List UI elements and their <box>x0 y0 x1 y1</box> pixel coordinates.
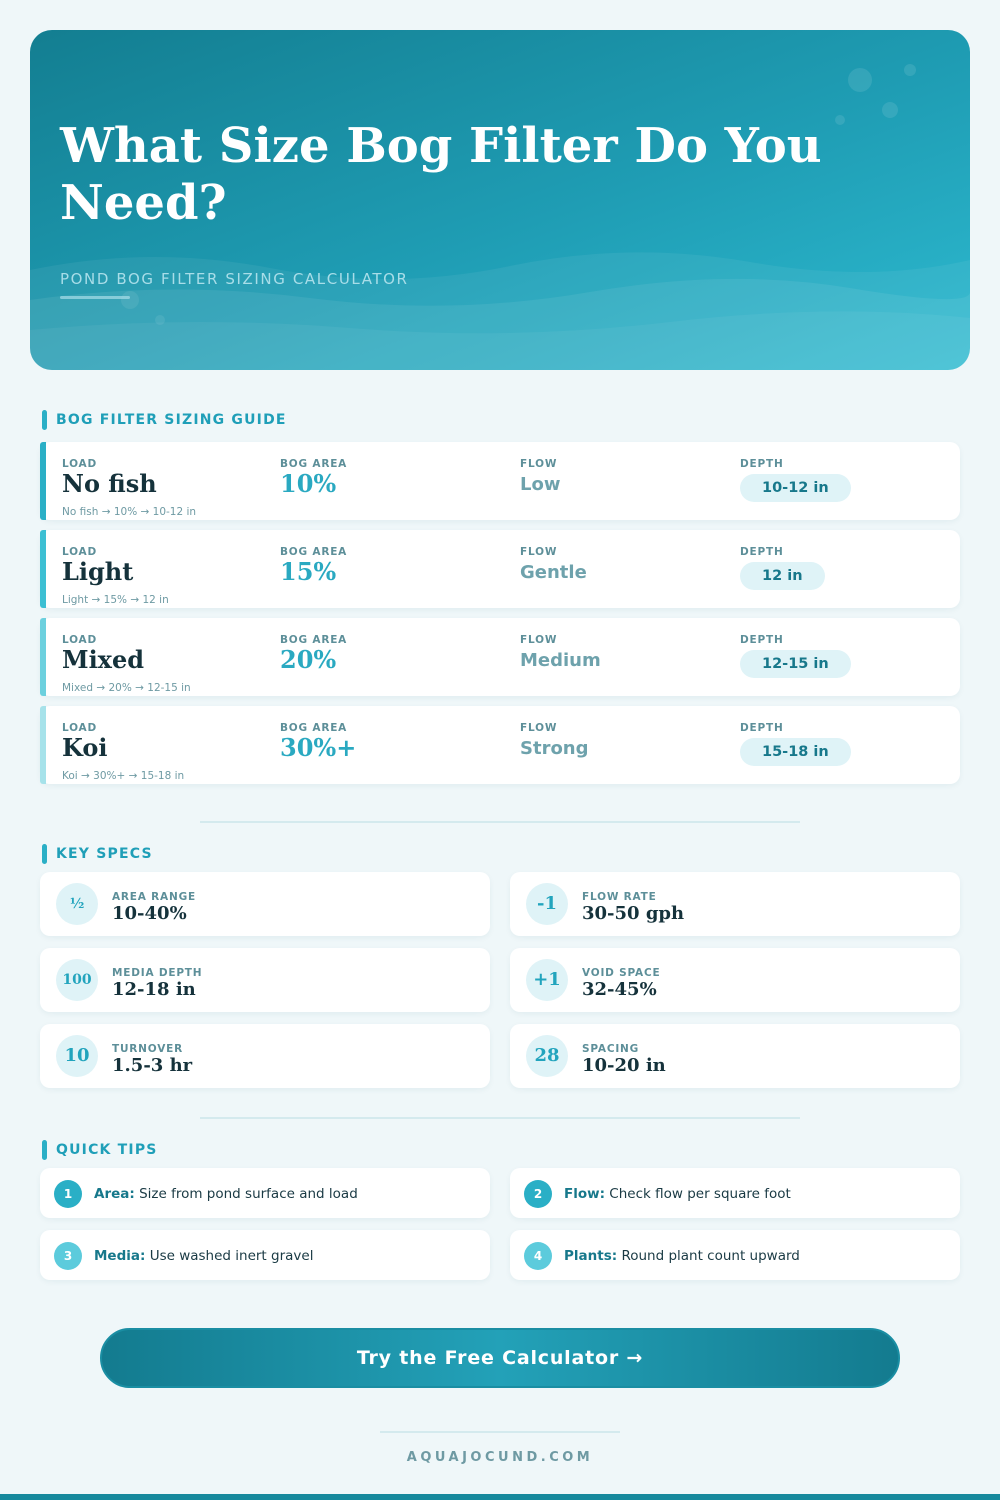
spec-label: SPACING <box>582 1043 640 1055</box>
spec-value: 1.5-3 hr <box>112 1055 193 1076</box>
depth-badge: 15-18 in <box>740 738 851 766</box>
spec-badge: -1 <box>526 883 568 925</box>
guide-heading: BOG FILTER SIZING GUIDE <box>56 412 287 428</box>
spec-card-area-range <box>40 872 490 936</box>
row-summary: Koi → 30%+ → 15-18 in <box>62 770 185 782</box>
tip-key: Area: <box>94 1186 135 1202</box>
spec-label: VOID SPACE <box>582 967 661 979</box>
spec-card-spacing <box>510 1024 960 1088</box>
tip-number-badge: 1 <box>54 1180 82 1208</box>
flow-label: FLOW <box>520 458 558 470</box>
tip-card-flow <box>510 1168 960 1218</box>
depth-label: DEPTH <box>740 458 784 470</box>
spec-card-turnover <box>40 1024 490 1088</box>
spec-badge: 10 <box>56 1035 98 1077</box>
tip-body: Check flow per square foot <box>609 1186 791 1202</box>
guide-row-no-fish <box>40 442 960 520</box>
depth-label: DEPTH <box>740 546 784 558</box>
flow-value: Strong <box>520 738 589 759</box>
tip-card-media <box>40 1230 490 1280</box>
guide-row-mixed <box>40 618 960 696</box>
spec-value: 12-18 in <box>112 979 196 1000</box>
load-label: LOAD <box>62 458 98 470</box>
bottom-accent-bar <box>0 1494 1000 1500</box>
depth-badge: 12-15 in <box>740 650 851 678</box>
try-calculator-button[interactable]: Try the Free Calculator → <box>100 1328 900 1388</box>
tip-text <box>94 1186 358 1202</box>
row-accent <box>40 530 46 608</box>
area-value: 20% <box>280 645 337 674</box>
section-divider <box>200 1117 800 1119</box>
row-summary: Light → 15% → 12 in <box>62 594 169 606</box>
row-summary: Mixed → 20% → 12-15 in <box>62 682 191 694</box>
tip-body: Size from pond surface and load <box>139 1186 358 1202</box>
guide-section-header <box>42 410 287 430</box>
load-label: LOAD <box>62 546 98 558</box>
load-label: LOAD <box>62 634 98 646</box>
flow-value: Low <box>520 474 561 495</box>
spec-card-flow-rate <box>510 872 960 936</box>
spec-label: TURNOVER <box>112 1043 183 1055</box>
specs-heading: KEY SPECS <box>56 846 153 862</box>
section-divider <box>200 821 800 823</box>
row-accent <box>40 618 46 696</box>
row-accent <box>40 706 46 784</box>
flow-value: Gentle <box>520 562 587 583</box>
spec-card-media-depth <box>40 948 490 1012</box>
flow-label: FLOW <box>520 634 558 646</box>
spec-badge: ½ <box>56 883 98 925</box>
row-summary: No fish → 10% → 10-12 in <box>62 506 197 518</box>
spec-value: 30-50 gph <box>582 903 685 924</box>
area-value: 30%+ <box>280 733 357 762</box>
spec-card-void-space <box>510 948 960 1012</box>
tip-number-badge: 4 <box>524 1242 552 1270</box>
spec-badge: +1 <box>526 959 568 1001</box>
flow-value: Medium <box>520 650 601 671</box>
spec-label: AREA RANGE <box>112 891 196 903</box>
area-label: BOG AREA <box>280 634 348 646</box>
depth-badge: 12 in <box>740 562 825 590</box>
area-label: BOG AREA <box>280 546 348 558</box>
page-subtitle: POND BOG FILTER SIZING CALCULATOR <box>60 270 409 288</box>
section-marker <box>42 410 47 430</box>
tip-text <box>564 1186 791 1202</box>
specs-section-header <box>42 844 153 864</box>
area-value: 15% <box>280 557 337 586</box>
tip-number-badge: 3 <box>54 1242 82 1270</box>
tip-number-badge: 2 <box>524 1180 552 1208</box>
tip-body: Round plant count upward <box>621 1248 800 1264</box>
section-marker <box>42 1140 47 1160</box>
row-accent <box>40 442 46 520</box>
spec-label: FLOW RATE <box>582 891 657 903</box>
tip-card-plants <box>510 1230 960 1280</box>
load-value: Light <box>62 557 134 586</box>
tip-key: Flow: <box>564 1186 605 1202</box>
load-value: No fish <box>62 469 157 498</box>
area-value: 10% <box>280 469 337 498</box>
flow-label: FLOW <box>520 546 558 558</box>
guide-row-koi <box>40 706 960 784</box>
load-label: LOAD <box>62 722 98 734</box>
guide-row-light <box>40 530 960 608</box>
spec-value: 10-40% <box>112 903 187 924</box>
spec-badge: 28 <box>526 1035 568 1077</box>
depth-label: DEPTH <box>740 722 784 734</box>
tips-heading: QUICK TIPS <box>56 1142 158 1158</box>
tip-key: Media: <box>94 1248 146 1264</box>
depth-badge: 10-12 in <box>740 474 851 502</box>
spec-value: 10-20 in <box>582 1055 666 1076</box>
section-marker <box>42 844 47 864</box>
footer-site-link[interactable]: AQUAJOCUND.COM <box>406 1450 594 1465</box>
load-value: Mixed <box>62 645 145 674</box>
tip-body: Use washed inert gravel <box>149 1248 314 1264</box>
hero-banner <box>30 30 970 370</box>
spec-value: 32-45% <box>582 979 657 1000</box>
tip-card-area <box>40 1168 490 1218</box>
tip-text <box>94 1248 313 1264</box>
subtitle-underline <box>60 296 130 299</box>
area-label: BOG AREA <box>280 458 348 470</box>
tips-section-header <box>42 1140 158 1160</box>
page-title: What Size Bog Filter Do You Need? <box>60 118 822 231</box>
load-value: Koi <box>62 733 108 762</box>
tip-text <box>564 1248 800 1264</box>
depth-label: DEPTH <box>740 634 784 646</box>
footer-divider <box>380 1431 620 1433</box>
flow-label: FLOW <box>520 722 558 734</box>
spec-label: MEDIA DEPTH <box>112 967 203 979</box>
area-label: BOG AREA <box>280 722 348 734</box>
spec-badge: 100 <box>56 959 98 1001</box>
tip-key: Plants: <box>564 1248 618 1264</box>
